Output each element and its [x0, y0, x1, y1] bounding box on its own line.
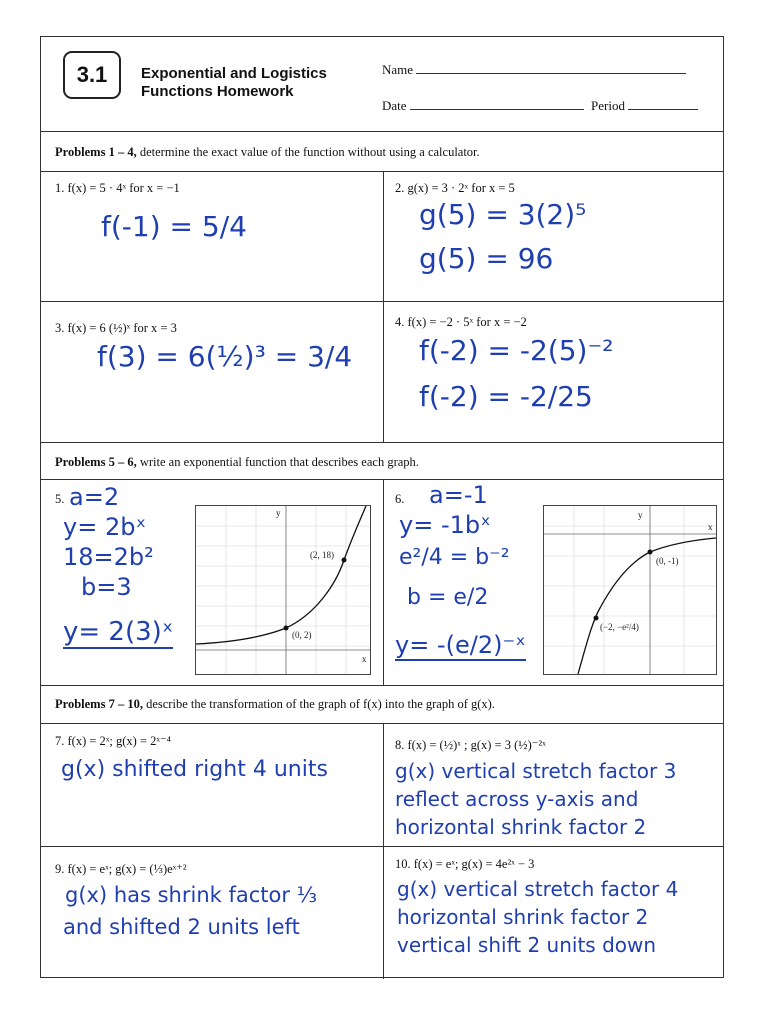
date-label: Date [382, 98, 407, 113]
graph-5 [195, 505, 371, 675]
graph-5-point-2-18 [342, 558, 347, 563]
problem-1: 1. f(x) = 5 · 4ˣ for x = −1 [55, 181, 180, 195]
answer-8-line-2: reflect across y-axis and [395, 787, 639, 811]
graph-5-gridlines [196, 506, 370, 674]
date-period-field [382, 97, 698, 114]
divider [41, 685, 723, 686]
answer-10-line-2: horizontal shrink factor 2 [397, 905, 649, 929]
column-divider [383, 479, 384, 685]
answer-2-line-2: g(5) = 96 [419, 242, 554, 275]
lesson-number: 3.1 [76, 62, 108, 87]
problem-8: 8. f(x) = (½)ˣ ; g(x) = 3 (½)⁻²ˣ [395, 738, 546, 752]
answer-5-line-3: 18=2b² [63, 543, 154, 571]
graph-5-point-0-2 [284, 626, 289, 631]
graph-6 [543, 505, 717, 675]
worksheet-title [141, 65, 327, 101]
lesson-number-box [63, 51, 121, 99]
title-line-2: Functions Homework [141, 83, 294, 100]
graph-5-curve [196, 506, 366, 644]
section-2-instructions: Problems 5 – 6, write an exponential function that describes each graph. [55, 455, 419, 469]
problem-5: 5. [55, 492, 65, 506]
problem-9: 9. f(x) = eˣ; g(x) = (⅓)eˣ⁺² [55, 862, 187, 876]
period-blank[interactable] [628, 97, 698, 110]
graph-5-y-label: y [276, 508, 281, 518]
graph-6-point-0-neg1 [648, 550, 653, 555]
period-label: Period [591, 98, 625, 113]
graph-6-y-label: y [638, 510, 643, 520]
column-divider [383, 723, 384, 979]
problem-4: 4. f(x) = −2 · 5ˣ for x = −2 [395, 315, 527, 329]
divider [41, 479, 723, 480]
graph-5-label-point-0-2: (0, 2) [292, 630, 312, 640]
graph-5-x-label: x [362, 654, 367, 664]
graph-6-x-label: x [708, 522, 713, 532]
answer-7: g(x) shifted right 4 units [61, 757, 328, 782]
divider [41, 846, 723, 847]
title-line-1: Exponential and Logistics [141, 65, 327, 82]
divider [41, 131, 723, 132]
divider [41, 301, 723, 302]
answer-4-line-2: f(-2) = -2/25 [419, 380, 593, 413]
graph-6-gridlines [544, 506, 716, 674]
answer-6-line-3: e²/4 = b⁻² [399, 545, 510, 570]
answer-4-line-1: f(-2) = -2(5)⁻² [419, 334, 614, 367]
answer-6-line-5: y= -(e/2)⁻ˣ [395, 631, 526, 659]
name-label: Name [382, 62, 414, 77]
date-blank[interactable] [410, 97, 584, 110]
answer-8-line-1: g(x) vertical stretch factor 3 [395, 759, 677, 783]
graph-6-label-point-0-neg1: (0, -1) [656, 556, 679, 566]
graph-6-point-neg2 [594, 616, 599, 621]
divider [41, 171, 723, 172]
answer-5-line-1: a=2 [69, 483, 120, 511]
graph-5-label-point-2-18: (2, 18) [310, 550, 334, 560]
answer-2-line-1: g(5) = 3(2)⁵ [419, 198, 587, 231]
divider [41, 442, 723, 443]
section-3-instructions: Problems 7 – 10, describe the transformation of the graph of f(x) into the graph of g(x). [55, 697, 495, 711]
answer-5-line-2: y= 2bˣ [63, 513, 147, 541]
answer-1: f(-1) = 5/4 [101, 210, 247, 243]
answer-10-line-3: vertical shift 2 units down [397, 933, 657, 957]
section-1-instructions: Problems 1 – 4, determine the exact value of the function without using a calculator. [55, 145, 480, 159]
answer-10-line-1: g(x) vertical stretch factor 4 [397, 877, 679, 901]
answer-6-line-4: b = e/2 [407, 585, 489, 610]
graph-6-curve [578, 538, 716, 674]
answer-8-line-3: horizontal shrink factor 2 [395, 815, 647, 839]
problem-6: 6. [395, 492, 405, 506]
problem-3: 3. f(x) = 6 (½)ˣ for x = 3 [55, 321, 177, 335]
answer-9-line-1: g(x) has shrink factor ⅓ [65, 883, 318, 907]
worksheet [40, 36, 724, 978]
graph-6-label-point-neg2: (−2, −e²/4) [600, 622, 639, 632]
problem-2: 2. g(x) = 3 · 2ˣ for x = 5 [395, 181, 515, 195]
answer-5-line-5: y= 2(3)ˣ [63, 617, 174, 647]
answer-5-line-4: b=3 [81, 573, 132, 601]
answer-6-line-1: a=-1 [429, 481, 488, 509]
column-divider [383, 171, 384, 442]
problem-10: 10. f(x) = eˣ; g(x) = 4e²ˣ − 3 [395, 857, 535, 871]
problem-7: 7. f(x) = 2ˣ; g(x) = 2ˣ⁻⁴ [55, 734, 171, 748]
answer-3: f(3) = 6(½)³ = 3/4 [97, 340, 353, 373]
name-blank[interactable] [416, 61, 686, 74]
divider [41, 723, 723, 724]
answer-9-line-2: and shifted 2 units left [63, 915, 300, 939]
answer-6-line-2: y= -1bˣ [399, 511, 491, 539]
name-field[interactable] [382, 61, 686, 78]
